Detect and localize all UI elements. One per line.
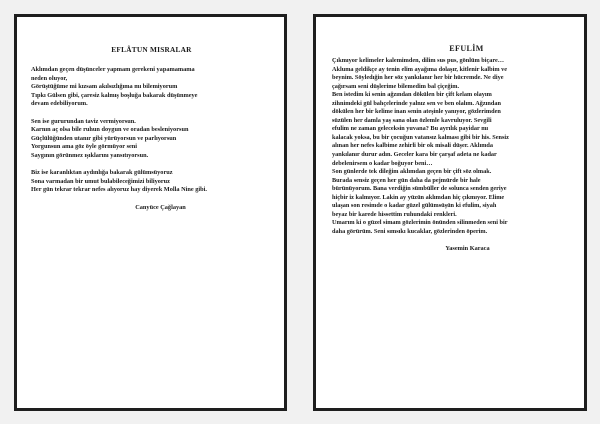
poem-line: Sen ise gururundan taviz vermiyorsun. (31, 117, 136, 125)
poem-line: Saygının görünmez ışıklarını yansıtıyorsun. (31, 151, 149, 159)
poem-line: beynim. Söyledığin her söz yankılanır her bir hücremde. Ne diye (332, 74, 504, 82)
poem-line: Umarım ki o güzel simam gözlerimin önünden silinmeden seni bir (332, 219, 508, 227)
right-poem-author: Yasemin Karaca (445, 245, 490, 253)
poem-line: Görüştüğüme mi kızsam akılsızlığıma mı bilemiyorum (31, 83, 178, 91)
poem-line: Burada sensiz geçen her gün daha da pejmürde bir hale (332, 176, 481, 184)
poem-line: Güçlülüğünden utanır gibi yürüyorsun ve parlıyorsun (31, 134, 177, 142)
poem-line: Sona varmadan bir umut bulabileceğimizi biliyoruz (31, 177, 170, 185)
left-poem-author: Canyüce Çağlayan (135, 203, 186, 211)
right-poem-title: EFULİM (449, 44, 484, 53)
poem-line: neden oluyor, (31, 74, 68, 82)
poem-line: çağırsam seni düşlerime bilemedim bal çiçeğim. (332, 82, 460, 90)
poem-line: Çıkmıyor kelimeler kalemimden, dilim sus pus, gönlüm biçare… (332, 57, 505, 64)
poem-line: beyaz bir karede hissettim ruhundaki renkleri. (332, 210, 457, 218)
poem-line: daha görürüm. Seni sımsıkı kucaklar, gözlerinden öperim. (332, 227, 488, 235)
right-page (313, 14, 587, 411)
poem-line: Tıpkı Gülsen gibi, çaresiz kalmış boşluğa bakarak düşünmeye (31, 91, 198, 99)
left-poem-stanza-1 (31, 66, 272, 109)
poem-line: süzülen her damla yaş sana olan özlemle kavruluyor. Sevgili (332, 116, 492, 124)
poem-line: Ben istedim ki senin ağzından dökülen bir çift kelam olayım (332, 91, 492, 99)
poem-line: debelenirsem o kadar boğuyor beni… (332, 159, 433, 167)
left-page (14, 14, 287, 411)
poem-line: Yorgunsun ama göz öyle görmüyor seni (31, 143, 138, 151)
poem-line: kalacak yoksa, bu bir çocuğun vatansız kalması gibi bir his. Sensiz (332, 133, 509, 141)
poem-line: Karnın aç olsa bile ruhun doygun ve oradan besleniyorsun (31, 126, 189, 134)
poem-line: Son günlerde tek dileğim aklımdan geçen bir çift söz olmak. (332, 168, 492, 176)
poem-line: Akluma geldikçe ay tenin elim ayağıma dolaşır, kitlenir kalbim ve (332, 65, 508, 73)
poem-line: dökülen her bir kelime inan senin ateşinle yanıyor, gözlerimden (332, 108, 501, 116)
poem-line: yankılanır durur adın. Geceler kara bir çarşaf adeta ne kadar (332, 151, 497, 159)
poem-line: Aklımdan geçen düşünceler yapmam gerekeni yapamamama (31, 66, 195, 73)
right-poem-body (332, 57, 573, 236)
poem-line: hiçbir iz kalmıyor. Lakin ay yüzün aklımdan hiç çıkmıyor. Elime (332, 193, 505, 201)
poem-line: zihnimdeki gül bahçelerinde yalnız sen ve ben olalım. Ağzından (332, 99, 501, 107)
stanza-gap (31, 109, 272, 118)
poem-line: devam edebiliyorum. (31, 100, 88, 108)
poem-line: Her gün tekrar tekrar nefes alıyoruz hay diyerek Molla Nine gibi. (31, 186, 208, 194)
left-poem-title: EFLÂTUN MISRALAR (111, 45, 192, 54)
poem-line: efulim ne zaman geleceksin yuvana? Bu ayrılık payidar mı (332, 125, 489, 133)
poem-line: alınan her nefes kalbime zehirli bir ok misali düşer. Aklımda (332, 142, 494, 150)
left-poem-stanza-2 (31, 118, 272, 161)
poem-line: Biz ise karanlıktan aydınlığa bakarak gülümsüyoruz (31, 169, 173, 177)
stanza-gap (31, 161, 272, 170)
poem-line: bürünüyorum. Bana verdiğin sümbüller de solunca senden geriye (332, 185, 507, 193)
poem-line: ulaşan son resimde o kadar güzel gülümsüşün ki efulim, siyah (332, 202, 497, 210)
left-poem-stanza-3 (31, 169, 272, 195)
